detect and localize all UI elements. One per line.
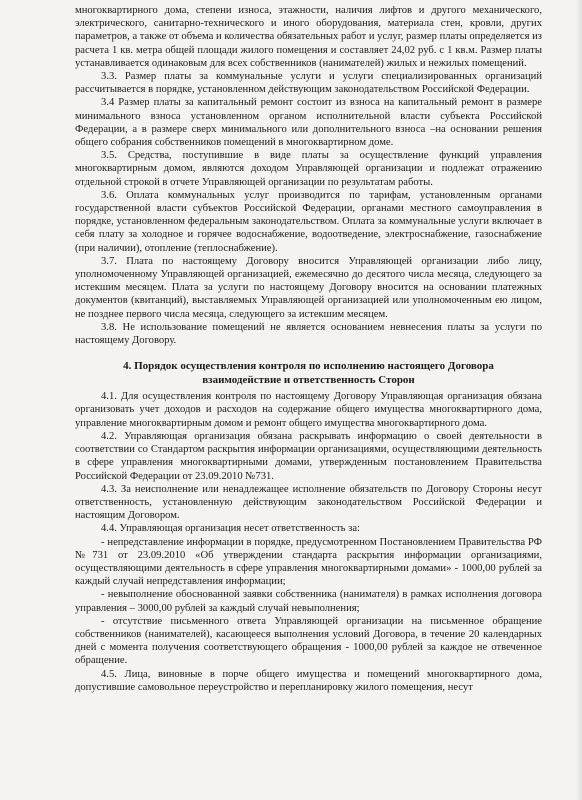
clause-4-2: 4.2. Управляющая организация обязана раскрывать информацию о своей деятельности в соответствии со Стандартом раскрытия информации организациями, осуществляющими деятельность в сфере управления многоквартирными домами, утвержденным постановлением Правительства Российской Федерации от 23.09.2010 №731. [75,430,542,482]
clause-3-8: 3.8. Не использование помещений не является основанием невнесения платы за услуги по настоящему Договору. [75,321,542,347]
clause-3-5: 3.5. Средства, поступившие в виде платы за осуществление функций управления многоквартирным домом, являются доходом Управляющей организации и подлежат отражению отдельной строкой в отчете Управляющей организации по результатам работы. [75,150,542,188]
page-edge-shadow [576,0,582,800]
clause-3-4: 3.4 Размер платы за капитальный ремонт состоит из взноса на капитальный ремонт в размере минимального взноса установленном органом исполнительной власти субъекта Российской Федерации, а в размере сверх минимального или дополнительного взноса –на основании решения общего собрания собственников помещений в многоквартирном доме. [75,97,542,149]
clause-4-3: 4.3. За неисполнение или ненадлежащее исполнение обязательств по Договору Стороны несут ответственность, установленную действующим законодательством Российской Федерации и настоящим Договором. [75,483,542,522]
clause-4-4-item-1: - непредставление информации в порядке, предусмотренном Постановлением Правительства РФ №731 от 23.09.2010 «Об утверждении стандарта раскрытия информации организациями, осуществляющими деятельность в сфере управления многоквартирными домами» - 1000,00 рублей за каждый случай непредставления информации; [75,536,542,588]
lead-paragraph: многоквартирного дома, степени износа, этажности, наличия лифтов и другого механического, электрического, санитарно-технического и иного оборудования, материала стен, кровли, других параметров, а также от объема и количества обязательных работ и услуг, размер платы определяется из расчета 1 кв. метра общей площади жилого помещения и составляет 24,02 руб. с 1 кв.м. Размер платы устанавливается одинаковым для всех собственников (нанимателей) жилых и нежилых помещений. [75,5,542,69]
clause-4-4-item-2: - невыполнение обоснованной заявки собственника (нанимателя) в рамках исполнения договора управления – 3000,00 рублей за каждый случай невыполнения; [75,589,542,614]
clause-3-6: 3.6. Оплата коммунальных услуг производится по тарифам, установленным органами государственной власти субъектов Российской Федерации, органами местного самоуправления в порядке, установленном федеральным законодательством. Оплата за коммунальные услуги включает в себя плату за холодное и горячее водоснабжение, водоотведение, электроснабжение, газоснабжение (при наличии), отопление (теплоснабжение). [75,189,542,254]
section-4-heading [75,360,542,387]
clause-3-7: 3.7. Плата по настоящему Договору вносится Управляющей организации либо лицу, уполномоченному Управляющей организацией, ежемесячно до десятого числа месяца, следующего за истекшим месяцем. Плата за услуги по настоящему Договору вносится на основании платежных документов (квитанций), выставляемых Управляющей организацией или уполномоченным ею лицом, не позднее первого числа месяца, следующего за истекшим месяцем. [75,255,542,320]
section-4-heading-line-2: взаимодействие и ответственность Сторон [202,373,415,386]
section-4-heading-line-1: 4. Порядок осуществления контроля по исполнению настоящего Договора [123,360,494,373]
clause-4-4-item-3: - отсутствие письменного ответа Управляющей организации на письменное обращение собственников (нанимателей), касающееся выполнения условий Договора, в течение 20 календарных дней с момента получения соответствующего обращения - 1000,00 рублей за каждое не отвеченное обращение. [75,615,542,667]
clause-4-5: 4.5. Лица, виновные в порче общего имущества и помещений многоквартирного дома, допустившие самовольное переустройство и перепланировку жилого помещения, несут [75,668,542,693]
clause-4-4: 4.4. Управляющая организация несет ответственность за: [101,523,360,535]
clause-3-3: 3.3. Размер платы за коммунальные услуги и услуги специализированных организаций рассчитывается в порядке, установленном действующим законодательством Российской Федерации. [75,71,542,96]
clause-4-1: 4.1. Для осуществления контроля по настоящему Договору Управляющая организация обязана организовать учет доходов и расходов на содержание общего имущества многоквартирного дома, управление многоквартирным домом и ремонт общего имущества многоквартирного дома. [75,391,542,429]
